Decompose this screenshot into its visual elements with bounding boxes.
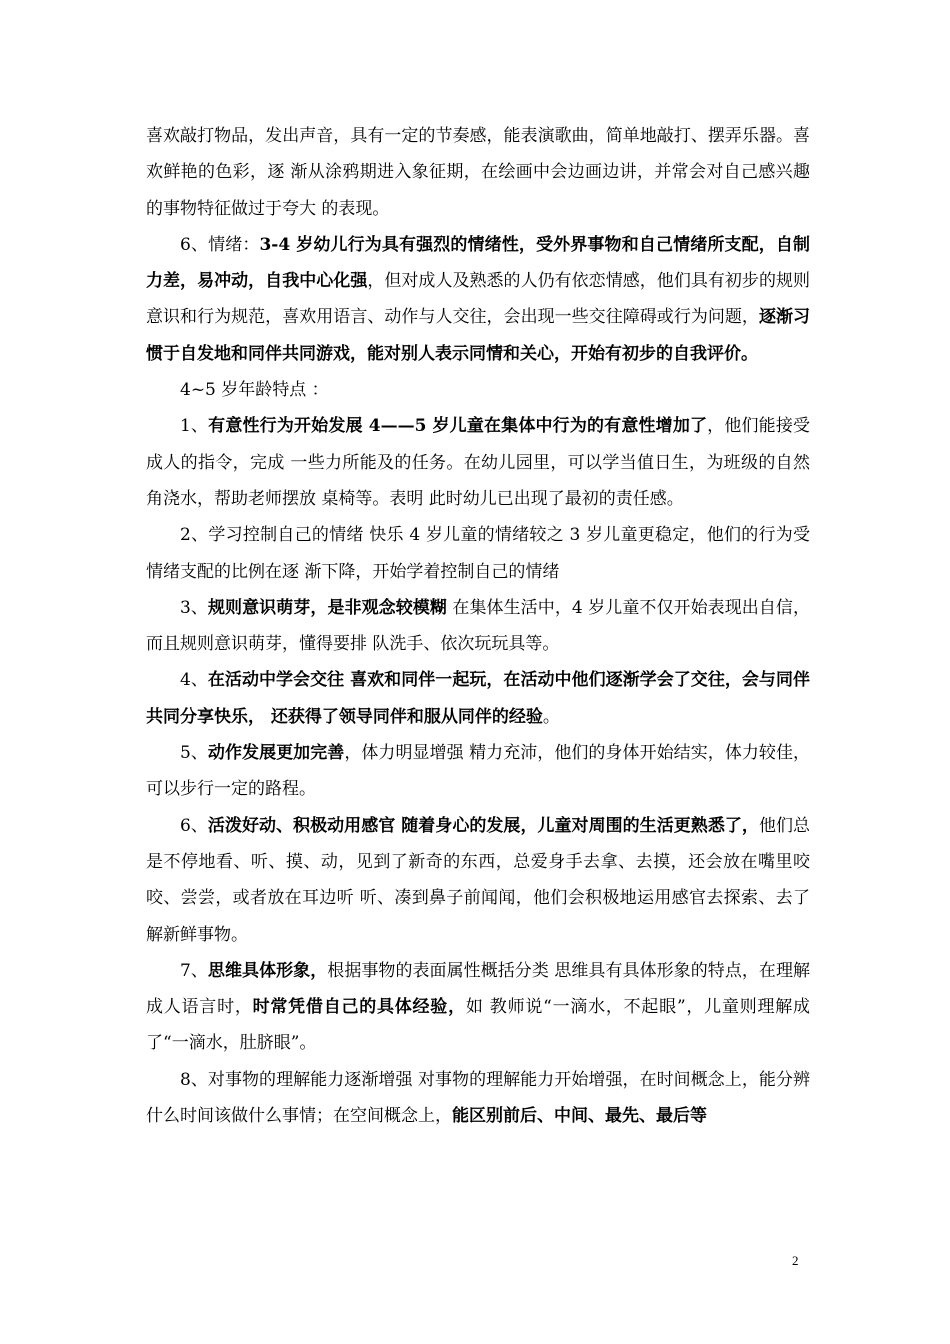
text-run: 。 [542, 706, 560, 727]
text-run: 在集体生活中，4 岁儿童不仅开始表现出自信，而且规则意识萌芽，懂得要排 队洗手、依次玩玩具等。 [146, 597, 811, 655]
bold-text-run: 活泼好动、积极动用感官 随着身心的发展，儿童对周围的生活更熟悉了， [207, 815, 759, 836]
text-run: ，但对成人及熟悉的人仍有依恋情感，他们具有初步的规则意识和行为规范，喜欢用语言、动作与人交往，会出现一些交往障碍或行为问题， [146, 271, 811, 328]
paragraph [146, 372, 810, 408]
bold-text-run: 时常凭借自己的具体经验， [252, 997, 466, 1018]
bold-text-run: 3-4 岁幼儿行为具有强烈的情绪性，受外界事物和自己情绪所支配，自制力差，易冲动，自我中心化强 [146, 234, 810, 292]
paragraph [146, 953, 810, 1062]
bold-text-run: 思维具体形象， [207, 960, 328, 981]
paragraph [146, 662, 810, 735]
text-run: 根据事物的表面属性概括分类 思维具有具体形象的特点，在理解成人语言时， [146, 960, 811, 1018]
bold-text-run: 在活动中学会交往 喜欢和同伴一起玩，在活动中他们逐渐学会了交往，会与同伴共同分享快乐， 还获得了领导同伴和服从同伴的经验 [146, 670, 810, 727]
paragraph [146, 735, 810, 808]
bold-text-run: 能区别前后、中间、最先、最后等 [452, 1106, 707, 1127]
document-body [146, 118, 810, 1134]
bold-text-run: 逐渐习 惯于自发地和同伴共同游戏，能对别人表示同情和关心，开始有初步的自我评价。 [146, 307, 811, 364]
text-run: 6、 [180, 815, 208, 836]
bold-text-run: 动作发展更加完善 [207, 743, 345, 764]
text-run: 6、情绪： [180, 234, 260, 255]
text-run: 8、对事物的理解能力逐渐增强 对事物的理解能力开始增强，在时间概念上，能分辨什么时间该做什么事情；在空间概念上， [146, 1069, 810, 1127]
text-run: 如 教师说“一滴水，不起眼”，儿童则理解成了“一滴水，肚脐眼”。 [146, 997, 811, 1054]
text-run: 4、 [180, 670, 208, 691]
text-run: ，体力明显增强 精力充沛，他们的身体开始结实，体力较佳，可以步行一定的路程。 [146, 743, 811, 800]
text-run: 喜欢敲打物品，发出声音，具有一定的节奏感，能表演歌曲，简单地敲打、摆弄乐器。喜欢鲜艳的色彩，逐 渐从涂鸦期进入象征期，在绘画中会边画边讲，并常会对自己感兴趣的事物特征做过于夸大 的表现。 [146, 126, 810, 219]
text-run: 他们总是不停地看、听、摸、动，见到了新奇的东西，总爱身手去拿、去摸，还会放在嘴里咬咬、尝尝，或者放在耳边听 听、凑到鼻子前闻闻，他们会积极地运用感官去探索、去了解新鲜事物。 [146, 815, 811, 945]
text-run: 3、 [180, 597, 208, 618]
text-run: 5、 [180, 743, 208, 764]
paragraph [146, 408, 810, 517]
paragraph [146, 1062, 810, 1135]
text-run: 1、 [180, 416, 209, 437]
paragraph [146, 517, 810, 590]
paragraph [146, 227, 810, 372]
page-number: 2 [792, 1253, 799, 1268]
text-run: 4~5 岁年龄特点 ： [180, 380, 329, 401]
bold-text-run: 有意性行为开始发展 4——5 岁儿童在集体中行为的有意性增加了 [208, 416, 708, 437]
text-run: 2、学习控制自己的情绪 快乐 4 岁儿童的情绪较之 3 岁儿童更稳定，他们的行为受情绪支配的比例在逐 渐下降，开始学着控制自己的情绪 [146, 525, 810, 582]
text-run: ，他们能接受成人的指令，完成 一些力所能及的任务。在幼儿园里，可以学当值日生，为班级的自然角浇水，帮助老师摆放 桌椅等。表明 此时幼儿已出现了最初的责任感。 [146, 416, 810, 509]
text-run: 7、 [180, 960, 208, 981]
bold-text-run: 规则意识萌芽，是非观念较模糊 [207, 597, 447, 618]
paragraph [146, 590, 810, 663]
paragraph [146, 118, 810, 227]
paragraph [146, 808, 810, 953]
